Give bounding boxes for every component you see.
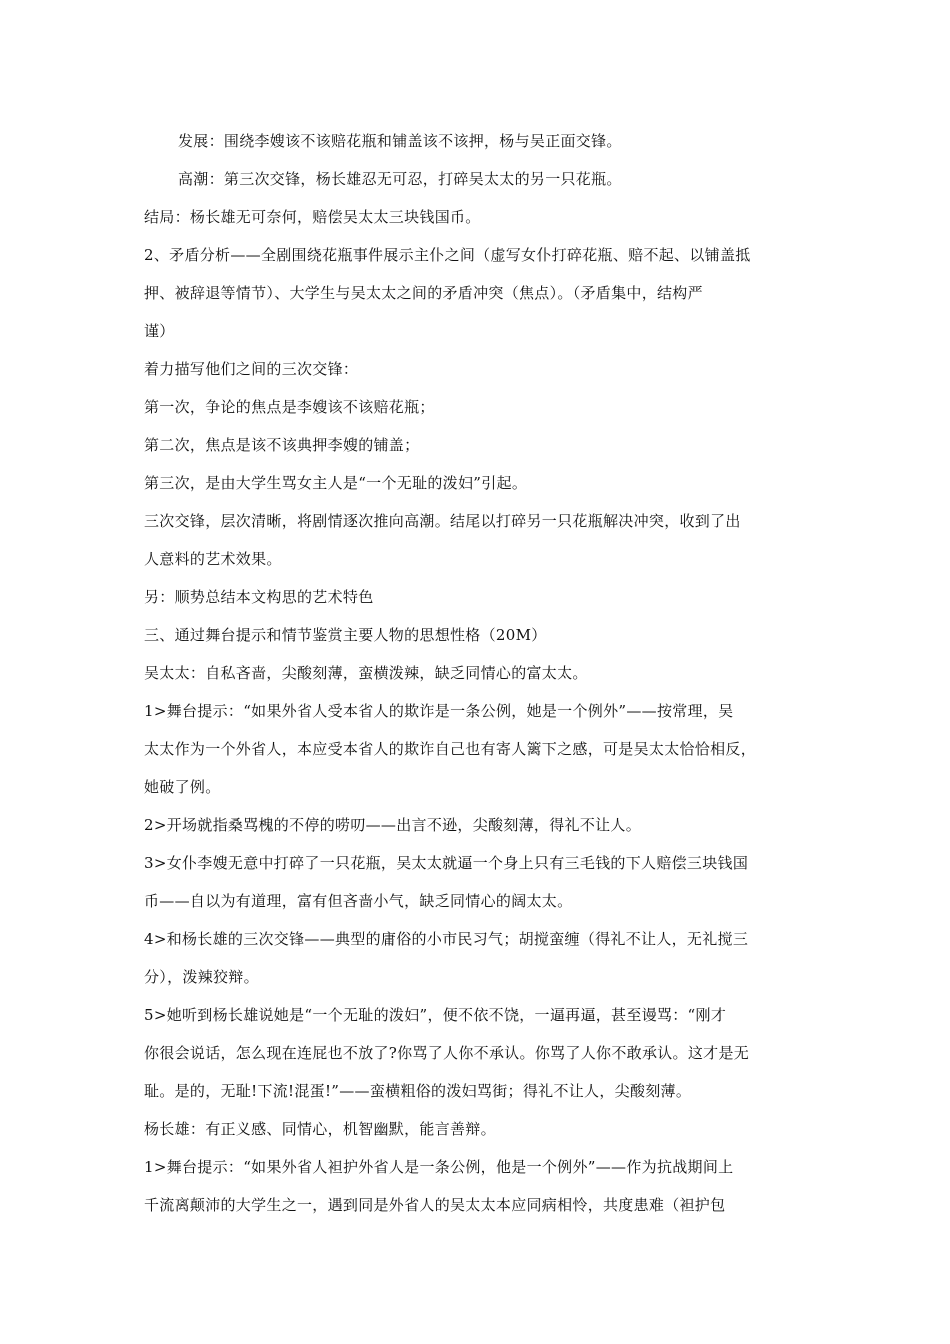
document-body: [144, 122, 812, 1224]
text-line: 第一次，争论的焦点是李嫂该不该赔花瓶；: [144, 398, 435, 416]
text-line: 3>女仆李嫂无意中打碎了一只花瓶，吴太太就逼一个身上只有三毛钱的下人赔偿三块钱国: [144, 854, 749, 872]
text-line: 5>她听到杨长雄说她是“一个无耻的泼妇”，便不依不饶，一逼再逼，甚至谩骂：“刚才: [144, 1006, 727, 1024]
text-line: 2>开场就指桑骂槐的不停的唠叨——出言不逊，尖酸刻薄，得礼不让人。: [144, 816, 642, 834]
text-line: 杨长雄：有正义感、同情心，机智幽默，能言善辩。: [144, 1120, 496, 1138]
section-heading: 三、通过舞台提示和情节鉴赏主要人物的思想性格（20M）: [144, 626, 547, 644]
text-line: 着力描写他们之间的三次交锋：: [144, 360, 359, 378]
text-line: 币——自以为有道理，富有但吝啬小气，缺乏同情心的阔太太。: [144, 892, 573, 910]
text-line: 1>舞台提示：“如果外省人受本省人的欺诈是一条公例，她是一个例外”——按常理，吴: [144, 702, 734, 720]
text-line: 4>和杨长雄的三次交锋——典型的庸俗的小市民习气；胡搅蛮缠（得礼不让人，无礼搅三: [144, 930, 749, 948]
text-line: 她破了例。: [144, 778, 221, 796]
text-line: 耻。是的，无耻!下流!混蛋!”——蛮横粗俗的泼妇骂街；得礼不让人，尖酸刻薄。: [144, 1082, 692, 1100]
text-line: 吴太太：自私吝啬，尖酸刻薄，蛮横泼辣，缺乏同情心的富太太。: [144, 664, 588, 682]
text-line: 1>舞台提示：“如果外省人袒护外省人是一条公例，他是一个例外”——作为抗战期间上: [144, 1158, 734, 1176]
text-line: 另：顺势总结本文构思的艺术特色: [144, 588, 374, 606]
text-line: 发展：围绕李嫂该不该赔花瓶和铺盖该不该押，杨与吴正面交锋。: [178, 132, 622, 150]
text-line: 千流离颠沛的大学生之一，遇到同是外省人的吴太太本应同病相怜，共度患难（袒护包: [144, 1196, 726, 1214]
text-line: 太太作为一个外省人，本应受本省人的欺诈自己也有寄人篱下之感，可是吴太太恰恰相反，: [144, 740, 757, 758]
text-line: 2、矛盾分析——全剧围绕花瓶事件展示主仆之间（虚写女仆打碎花瓶、赔不起、以铺盖抵: [144, 246, 751, 264]
text-line: 谨）: [144, 322, 175, 340]
text-line: 分），泼辣狡辩。: [144, 968, 259, 986]
text-line: 结局：杨长雄无可奈何，赔偿吴太太三块钱国币。: [144, 208, 481, 226]
text-line: 押、被辞退等情节）、大学生与吴太太之间的矛盾冲突（焦点）。（矛盾集中，结构严: [144, 284, 703, 302]
text-line: 人意料的艺术效果。: [144, 550, 282, 568]
text-line: 高潮：第三次交锋，杨长雄忍无可忍，打碎吴太太的另一只花瓶。: [178, 170, 622, 188]
text-line: 你很会说话，怎么现在连屁也不放了?你骂了人你不承认。你骂了人你不敢承认。这才是无: [144, 1044, 750, 1062]
text-line: 第二次，焦点是该不该典押李嫂的铺盖；: [144, 436, 420, 454]
text-line: 第三次，是由大学生骂女主人是“一个无耻的泼妇”引起。: [144, 474, 528, 492]
text-line: 三次交锋，层次清晰，将剧情逐次推向高潮。结尾以打碎另一只花瓶解决冲突，收到了出: [144, 512, 741, 530]
